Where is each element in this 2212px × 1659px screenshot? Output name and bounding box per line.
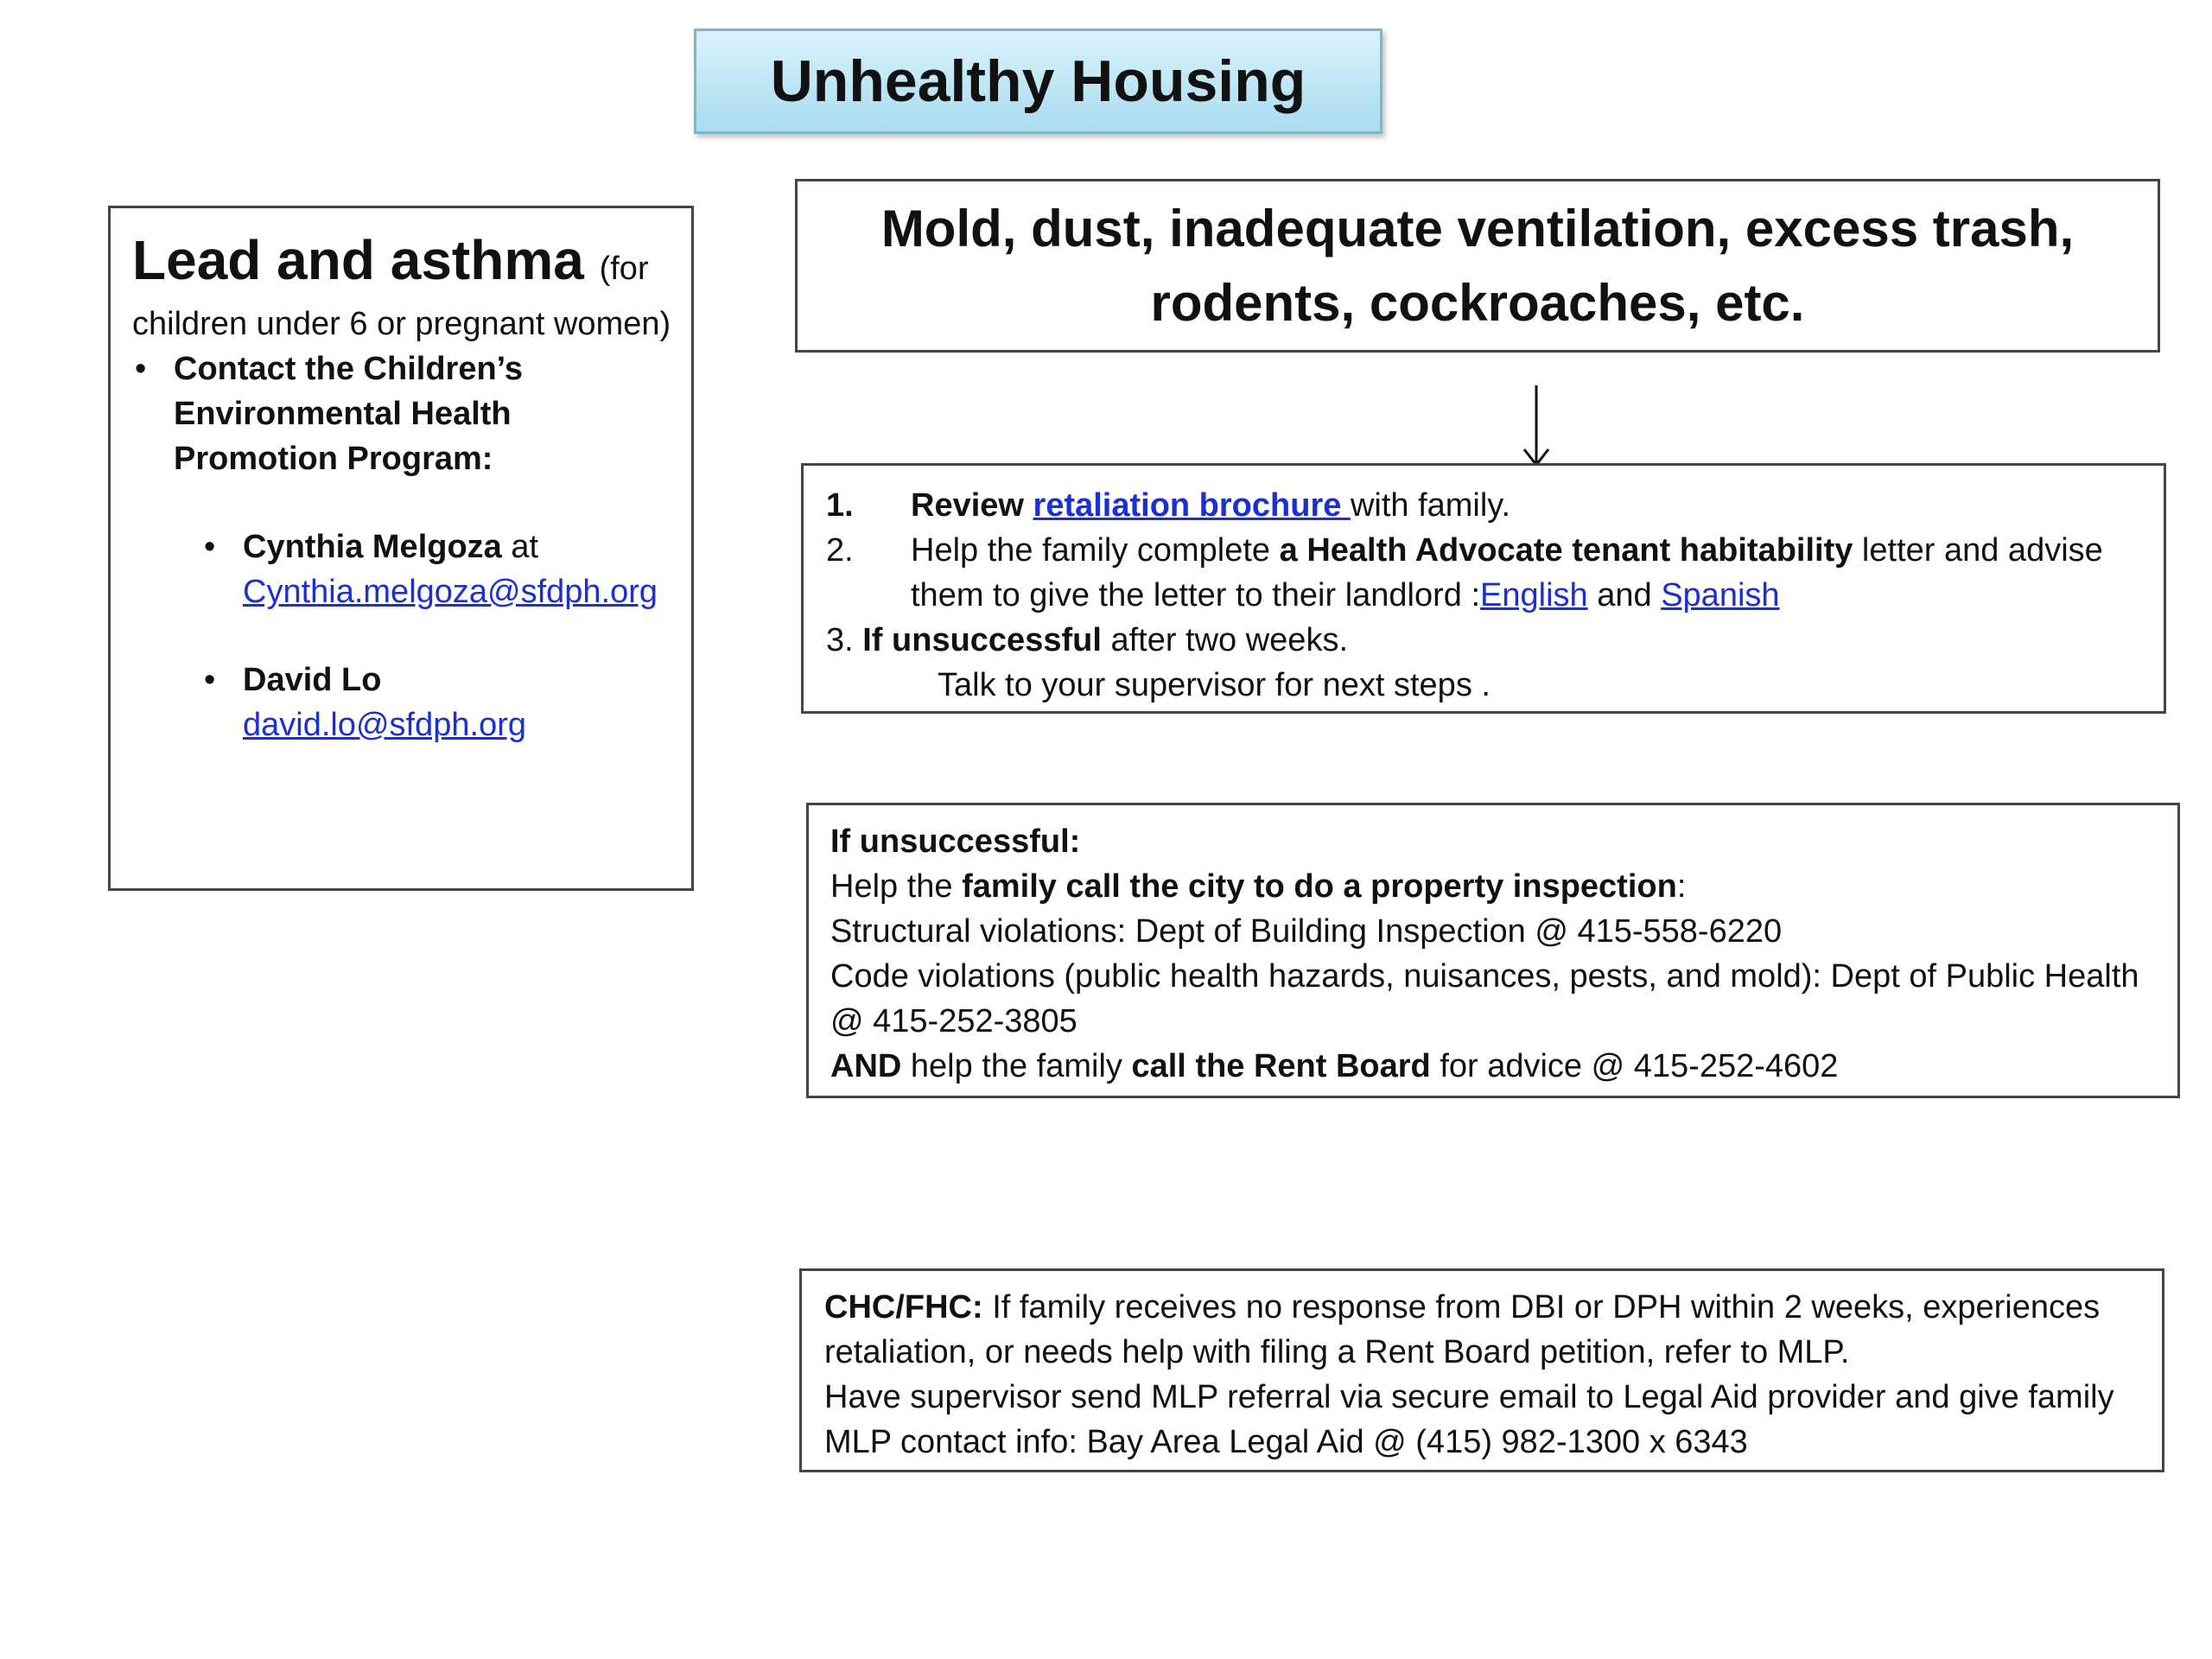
- structural-violations: Structural violations: Dept of Building Inspection @ 415-558-6220: [830, 913, 1783, 950]
- lead-asthma-panel: [108, 206, 694, 891]
- step-1-bold: Review: [911, 487, 1033, 524]
- step-3-line-2: Talk to your supervisor for next steps .: [938, 667, 1491, 703]
- lead-bullet-list: [132, 346, 672, 747]
- step-3-bold: If unsuccessful: [862, 622, 1102, 658]
- conditions-box: [795, 179, 2160, 353]
- inspection-heading: [830, 819, 2157, 864]
- contact-suffix: at: [501, 529, 539, 565]
- chc-paragraph-1: [824, 1285, 2141, 1375]
- contact-name: David Lo: [243, 662, 382, 698]
- email-link-david[interactable]: david.lo@sfdph.org: [243, 707, 526, 743]
- conditions-line-2: rodents, cockroaches, etc.: [1150, 273, 1805, 332]
- chc-label: CHC/FHC:: [824, 1289, 983, 1325]
- step-3: [826, 618, 2143, 663]
- step-2-line-2-pre: them to give the letter to their landlord :: [911, 577, 1481, 613]
- step-2-bold: a Health Advocate tenant habitability: [1279, 532, 1853, 569]
- conditions-line-1: Mold, dust, inadequate ventilation, excess trash,: [880, 199, 2075, 257]
- chc-paragraph-1-text: If family receives no response from DBI or DPH within 2 weeks, experiences retaliation, or needs help with filing a Rent Board petition, refer to MLP.: [824, 1289, 2101, 1370]
- contact-name: Cynthia Melgoza: [243, 529, 502, 565]
- step-2: [826, 528, 2143, 573]
- step-1-rest: with family.: [1350, 487, 1511, 524]
- step-2-line-2: [826, 573, 2143, 618]
- lead-heading-note: (for: [599, 251, 649, 287]
- step-2-and: and: [1587, 577, 1662, 613]
- rent-board-post: for advice @ 415-252-4602: [1430, 1048, 1839, 1084]
- lead-heading-note-cont: children under 6 or pregnant women): [132, 306, 671, 342]
- email-link-cynthia[interactable]: Cynthia.melgoza@sfdph.org: [243, 574, 658, 610]
- page-title: Unhealthy Housing: [770, 48, 1306, 114]
- rent-board-mid: help the family: [901, 1048, 1132, 1084]
- inspection-line-2-pre: Help the: [830, 868, 963, 905]
- contact-program-bullet: • Contact the Children’s Environmental Health Promotion Program:: [132, 346, 672, 481]
- rent-board-bold: call the Rent Board: [1131, 1048, 1431, 1084]
- steps-box: [801, 463, 2166, 714]
- inspection-heading-text: If unsuccessful:: [830, 823, 1081, 860]
- retaliation-brochure-link[interactable]: retaliation brochure: [1033, 487, 1351, 524]
- chc-fhc-box: [799, 1268, 2164, 1472]
- step-2-post: letter and advise: [1853, 532, 2103, 569]
- step-2-pre: Help the family complete: [911, 532, 1280, 569]
- rent-board-and: AND: [830, 1048, 902, 1084]
- code-violations: Code violations (public health hazards, nuisances, pests, and mold): Dept of Public Health @ 415-252-3805: [830, 958, 2139, 1039]
- title-box: [694, 29, 1382, 134]
- step-1: [826, 483, 2143, 528]
- rent-board-line: [830, 1044, 2157, 1089]
- down-arrow-icon: [1521, 385, 1552, 468]
- lead-heading-text: Lead and asthma: [132, 229, 584, 291]
- spanish-letter-link[interactable]: Spanish: [1661, 577, 1780, 613]
- step-1-number: 1.: [826, 487, 854, 524]
- step-3-rest: after two weeks.: [1101, 622, 1349, 658]
- lead-heading: [132, 227, 672, 302]
- contact-david: [243, 658, 672, 747]
- inspection-line-2-bold: family call the city to do a property inspection: [962, 868, 1677, 905]
- contact-cynthia: [243, 524, 672, 614]
- step-3-number: 3.: [826, 622, 863, 658]
- english-letter-link[interactable]: English: [1480, 577, 1588, 613]
- inspection-box: [806, 803, 2180, 1098]
- inspection-line-2: [830, 864, 2157, 909]
- inspection-line-2-post: :: [1676, 868, 1687, 905]
- chc-paragraph-2: Have supervisor send MLP referral via secure email to Legal Aid provider and give family MLP contact info: Bay Area Legal Aid @ (415) 982-1300 x 6343: [824, 1379, 2114, 1460]
- conditions-text: [881, 192, 2074, 340]
- step-2-number: 2.: [826, 532, 854, 569]
